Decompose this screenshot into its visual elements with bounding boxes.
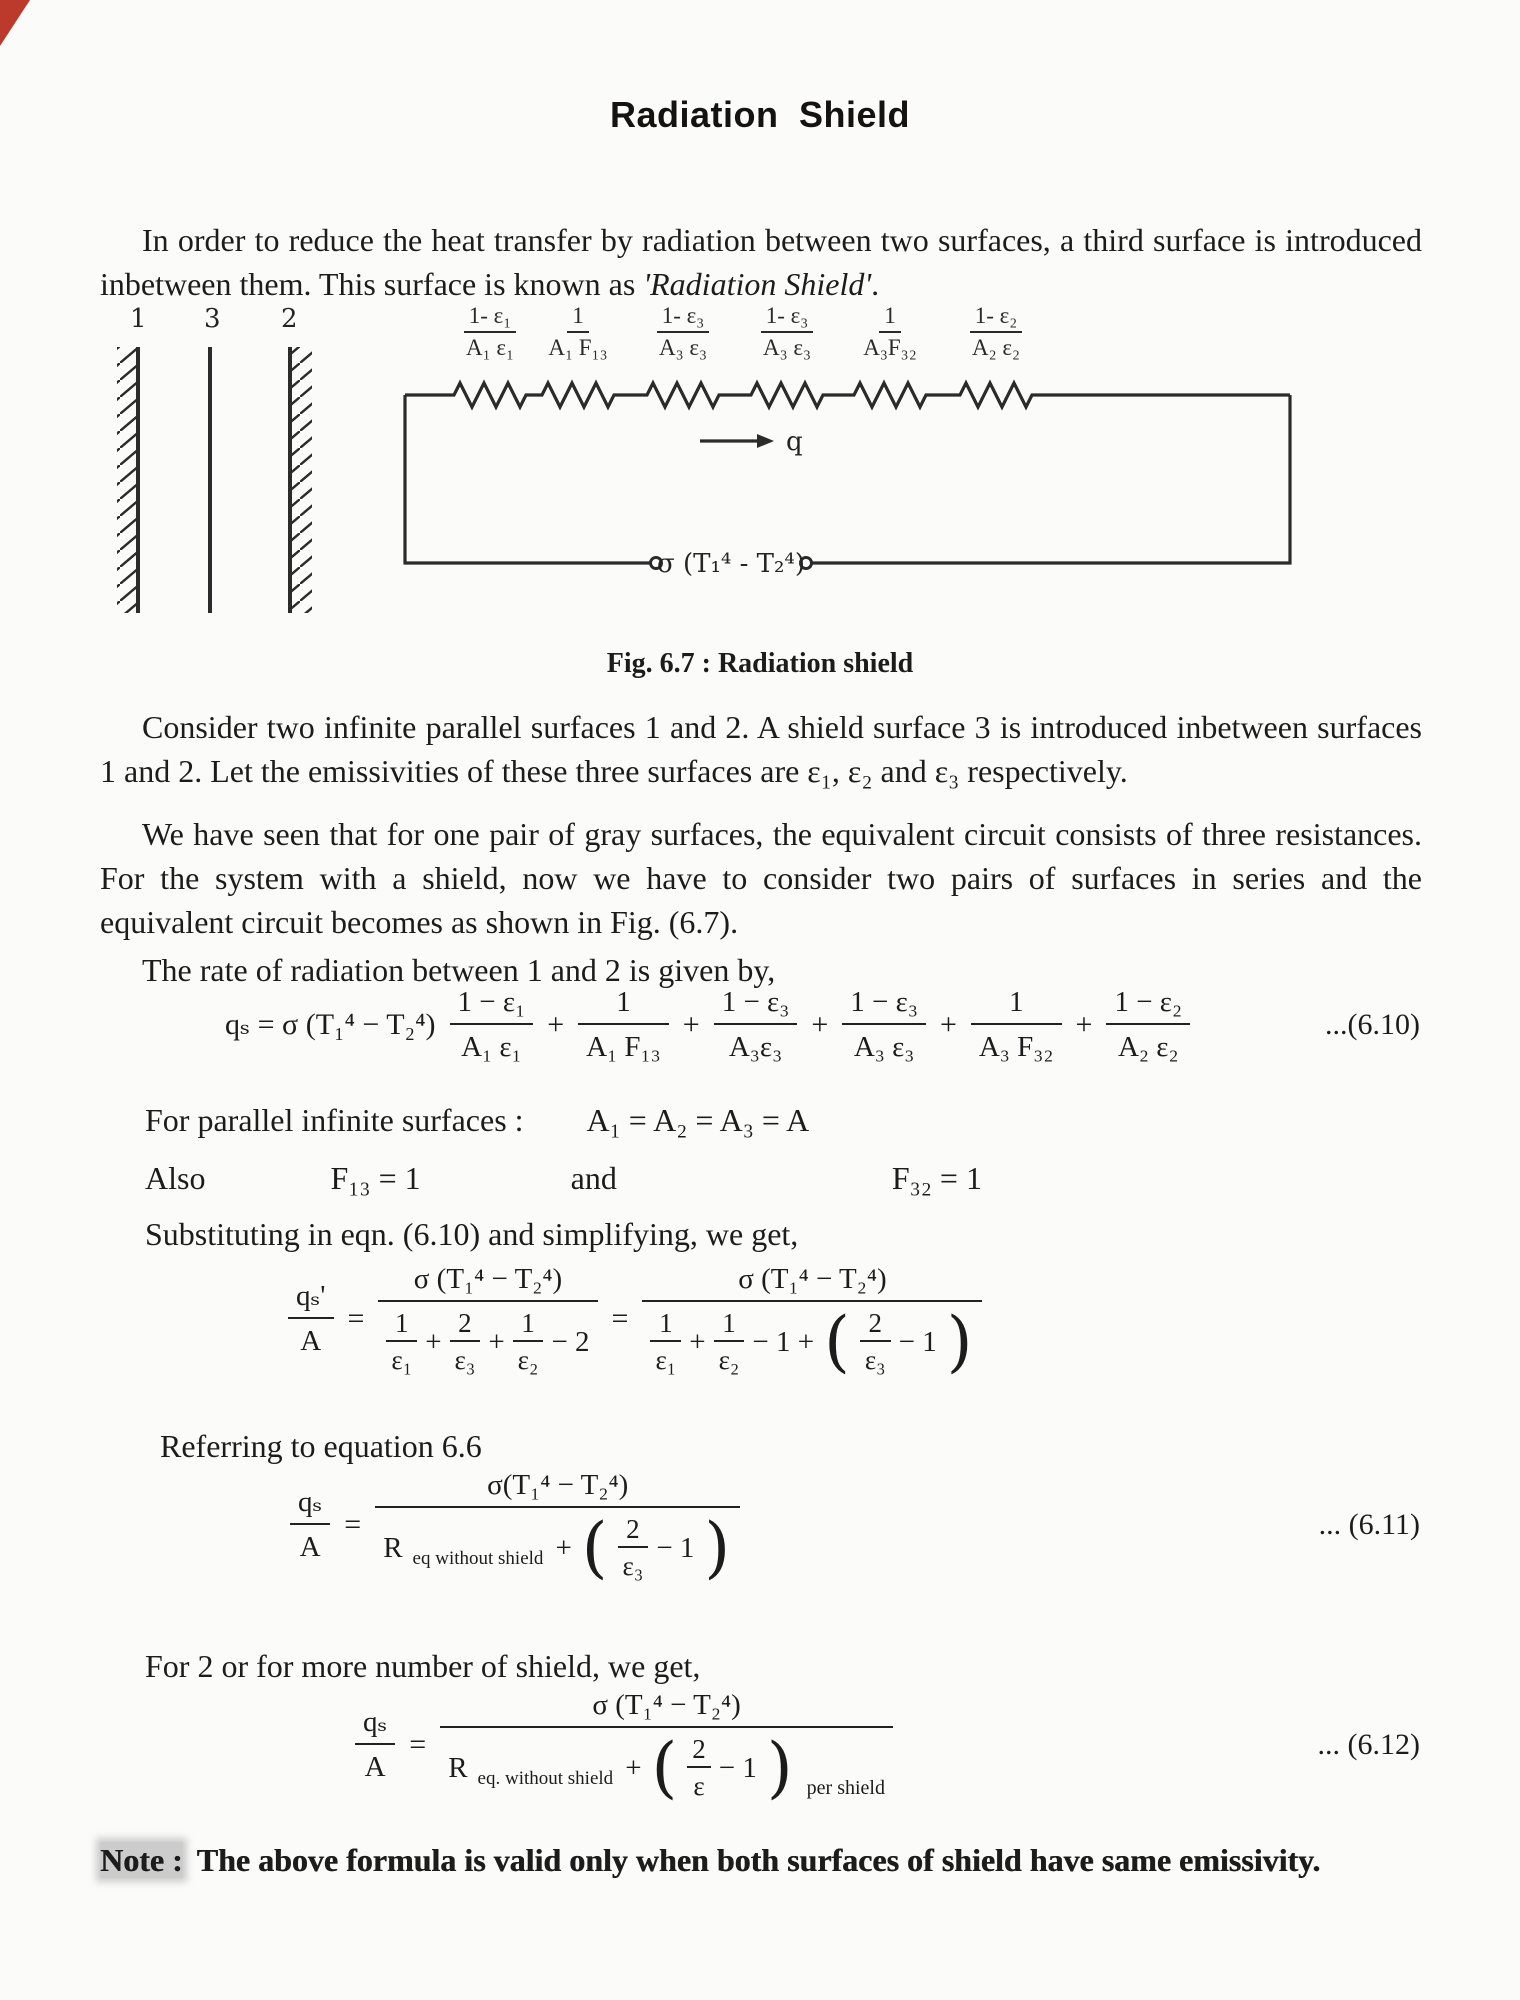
source-potential-label: σ (T₁⁴ - T₂⁴) (657, 549, 805, 579)
eq612-main-fraction (440, 1688, 893, 1806)
wall-label-1: 1 (130, 304, 147, 334)
plus-sign: + (555, 1531, 572, 1564)
wall-label-3: 3 (204, 304, 221, 334)
view-factor-f13: F₁₃ = 1 (330, 1160, 421, 1196)
eq610-term-3 (714, 985, 798, 1064)
resistance-symbol: R (383, 1531, 403, 1564)
fraction-denominator: A₁ F₁₃ (586, 1031, 661, 1063)
term-1-over-e2 (513, 1308, 544, 1375)
circuit-right-return-wire (812, 395, 1290, 563)
fraction-denominator: R eq without shield + ( $\frac{2}{\text{ε₃}}$ − 1 ) (383, 1508, 731, 1586)
paragraph-wehave: We have seen that for one pair of gray surfaces, the equivalent circuit consists of three resistances. For the system with a shield, now we have to consider two pairs of surfaces in series and the equivalent circuit becomes as shown in Fig. (6.7). (100, 816, 1422, 940)
fraction-denominator: ε₂ (517, 1345, 539, 1375)
eq610-term-2 (578, 985, 669, 1064)
fraction-denominator: $\frac{1}{\text{ε₁}}$ + $\frac{1}{\text{ε₂}}$ − 1 + ( $\frac{2}{\text{ε₃}}$ − 1 ) (642, 1302, 982, 1375)
fraction-numerator: 1 (650, 1308, 681, 1342)
equation-number-6-12: ... (6.12) (1317, 1727, 1420, 1761)
line-view-factors (145, 1160, 982, 1197)
fraction-denominator: A (300, 1325, 322, 1357)
fraction-denominator: ε₃ (864, 1345, 886, 1375)
minus-two: − 2 (551, 1325, 590, 1358)
fraction-numerator: 1 (714, 1308, 745, 1342)
fraction-denominator: A₃F₃₂ (863, 335, 917, 360)
lhs-qs-over-A (290, 1485, 330, 1564)
plus-sign: + (547, 1007, 565, 1041)
minus-one-plus: − 1 + (752, 1325, 815, 1358)
fraction-numerator: 1 − ε₂ (1106, 985, 1190, 1025)
fraction-numerator: 1- ε₃ (761, 303, 814, 333)
lhs-qs-over-A (288, 1279, 334, 1358)
and-word: and (570, 1160, 617, 1196)
fraction-denominator (378, 1302, 597, 1375)
term-1-over-e1 (386, 1308, 417, 1375)
resistance-label-5 (835, 303, 945, 361)
fraction-numerator: qₛ (355, 1705, 395, 1745)
fraction-denominator: A₂ ε₂ (1117, 1031, 1179, 1063)
resistance-label-4 (732, 303, 842, 361)
fraction-denominator: A₃ ε₃ (658, 335, 708, 360)
note-line (100, 1842, 1430, 1879)
figure-caption: Fig. 6.7 : Radiation shield (606, 648, 914, 679)
simplified-form-1 (378, 1262, 597, 1375)
resistance-subscript: eq without shield (412, 1547, 544, 1569)
eq610-term-4 (842, 985, 926, 1064)
fraction-denominator: A (364, 1751, 386, 1783)
fraction-denominator: ε₂ (718, 1345, 740, 1375)
circuit-left-return-wire (405, 395, 650, 563)
equals-sign: = (611, 1301, 629, 1335)
fraction-numerator: 1 − ε₁ (450, 985, 534, 1025)
view-factor-f32: F₃₂ = 1 (891, 1160, 982, 1196)
fraction-denominator: A₃ ε₃ (853, 1031, 915, 1063)
fraction-numerator: 1- ε₁ (464, 303, 517, 333)
resistance-label-2 (523, 303, 633, 361)
fraction-numerator: σ(T₁⁴ − T₂⁴) (375, 1468, 740, 1508)
equation-simplified (288, 1262, 982, 1380)
plus-sign: + (682, 1007, 700, 1041)
fraction-numerator: qₛ' (288, 1279, 334, 1319)
fraction-numerator: qₛ (290, 1485, 330, 1525)
parallel-lead: For parallel infinite surfaces : (145, 1102, 524, 1138)
line-substituting: Substituting in eqn. (6.10) and simplifying, we get, (145, 1216, 799, 1252)
resistance-label-6 (941, 303, 1051, 361)
term-1-over-e2 (714, 1308, 745, 1375)
fraction-numerator: 1- ε₂ (970, 303, 1023, 333)
eq611-main-fraction (375, 1468, 740, 1586)
line-more-shields: For 2 or for more number of shield, we get, (145, 1648, 701, 1684)
fraction-numerator: 2 (687, 1734, 711, 1768)
heat-flow-arrowhead (757, 434, 774, 448)
note-label: Note : (100, 1842, 183, 1878)
term-1-over-e1 (650, 1308, 681, 1375)
eq610-lhs: qₛ = σ (T₁⁴ − T₂⁴) (225, 1008, 436, 1041)
plus-sign: + (625, 1751, 642, 1784)
resistor-network-wire (405, 383, 1290, 407)
note-text: The above formula is valid only when both surfaces of shield have same emissivity. (196, 1842, 1321, 1878)
intro-emphasis: 'Radiation Shield' (643, 266, 872, 302)
term-2-over-e (687, 1734, 711, 1801)
equation-6-12 (355, 1688, 1420, 1806)
equals-sign: = (347, 1301, 365, 1335)
equation-6-10 (225, 985, 1420, 1064)
intro-text: In order to reduce the heat transfer by radiation between two surfaces, a third surface is introduced inbetween them. This surface is known as (100, 222, 1422, 302)
resistance-symbol: R (448, 1751, 468, 1784)
fraction-denominator: ε (693, 1771, 705, 1801)
eq610-term-6 (1106, 985, 1190, 1064)
lhs-qs-over-A (355, 1705, 395, 1784)
wall-2-hatching (292, 347, 312, 613)
fraction-denominator: A₃ε₃ (728, 1031, 783, 1063)
fraction-numerator: 1 (567, 303, 589, 333)
fraction-numerator: 1 (578, 985, 669, 1025)
fraction-denominator: A₂ ε₂ (971, 335, 1021, 360)
fraction-numerator: 1- ε₃ (657, 303, 710, 333)
fraction-denominator: ε₁ (391, 1345, 413, 1375)
fraction-denominator: A₁ ε₁ (465, 335, 515, 360)
fraction-denominator: A₁ ε₁ (461, 1031, 522, 1063)
term-2-over-e3 (860, 1308, 891, 1375)
plus-sign: + (939, 1007, 957, 1041)
fraction-numerator: σ (T₁⁴ − T₂⁴) (642, 1262, 982, 1302)
fraction-denominator: ε₃ (454, 1345, 476, 1375)
wall-label-2: 2 (281, 304, 298, 334)
fraction-denominator: ε₃ (622, 1551, 644, 1581)
paragraph-rate: The rate of radiation between 1 and 2 is given by, (142, 952, 776, 988)
per-shield-subscript: per shield (806, 1776, 885, 1799)
term-2-over-e3 (450, 1308, 481, 1375)
parallel-areas: A₁ = A₂ = A₃ = A (586, 1102, 810, 1138)
fraction-denominator: A (299, 1531, 321, 1563)
paragraph-consider: Consider two infinite parallel surfaces 1 and 2. A shield surface 3 is introduced inbetween surfaces 1 and 2. Let the emissivities of these three surfaces are ε₁, ε₂ and ε₃ respectively. (100, 709, 1422, 789)
fraction-denominator: A₁ F₁₃ (548, 335, 608, 360)
term-2-over-e3 (618, 1514, 649, 1581)
fraction-denominator: A₃ ε₃ (762, 335, 812, 360)
fraction-numerator: 2 (618, 1514, 649, 1548)
wall-1-hatching (117, 347, 137, 613)
fraction-numerator: 2 (860, 1308, 891, 1342)
intro-period: . (871, 266, 880, 302)
resistance-label-3 (628, 303, 738, 361)
plus-sign: + (689, 1325, 706, 1358)
line-parallel-surfaces (145, 1102, 809, 1139)
fraction-denominator: R eq. without shield + ( $\frac{2}{\varepsilon}$ − 1 ) per shield (448, 1728, 885, 1806)
eq610-term-5 (971, 985, 1062, 1064)
eq610-term-1 (450, 985, 534, 1064)
fraction-numerator: 1 (386, 1308, 417, 1342)
fraction-numerator: 1 (971, 985, 1062, 1025)
line-referring: Referring to equation 6.6 (160, 1428, 482, 1464)
page-title: Radiation Shield (609, 94, 911, 135)
fraction-numerator: 1 − ε₃ (842, 985, 926, 1025)
fraction-denominator: ε₁ (655, 1345, 677, 1375)
resistance-subscript: eq. without shield (477, 1767, 614, 1789)
scan-corner-artifact (0, 0, 30, 46)
equation-6-11 (290, 1468, 1420, 1586)
figure-radiation-shield (0, 295, 1520, 630)
equals-sign: = (344, 1507, 362, 1541)
plus-sign: + (811, 1007, 829, 1041)
plus-sign: + (425, 1325, 442, 1358)
fraction-numerator: σ (T₁⁴ − T₂⁴) (378, 1262, 597, 1302)
fraction-numerator: 1 (513, 1308, 544, 1342)
simplified-form-2 (642, 1262, 982, 1380)
intro-paragraph (100, 218, 1422, 306)
fraction-numerator: 2 (450, 1308, 481, 1342)
fraction-denominator: A₃ F₃₂ (978, 1031, 1054, 1063)
equals-sign: = (409, 1727, 427, 1761)
heat-flow-label: q (786, 427, 803, 457)
plus-sign: + (1075, 1007, 1093, 1041)
also-word: Also (145, 1160, 206, 1196)
fraction-numerator: σ (T₁⁴ − T₂⁴) (440, 1688, 893, 1728)
equation-number-6-11: ... (6.11) (1318, 1507, 1420, 1541)
fraction-numerator: 1 (879, 303, 901, 333)
minus-one: − 1 (718, 1751, 757, 1784)
equation-number-6-10: ...(6.10) (1325, 1007, 1420, 1041)
minus-one: − 1 (656, 1531, 695, 1564)
minus-one: − 1 (898, 1325, 937, 1358)
plus-sign: + (488, 1325, 505, 1358)
fraction-numerator: 1 − ε₃ (714, 985, 798, 1025)
